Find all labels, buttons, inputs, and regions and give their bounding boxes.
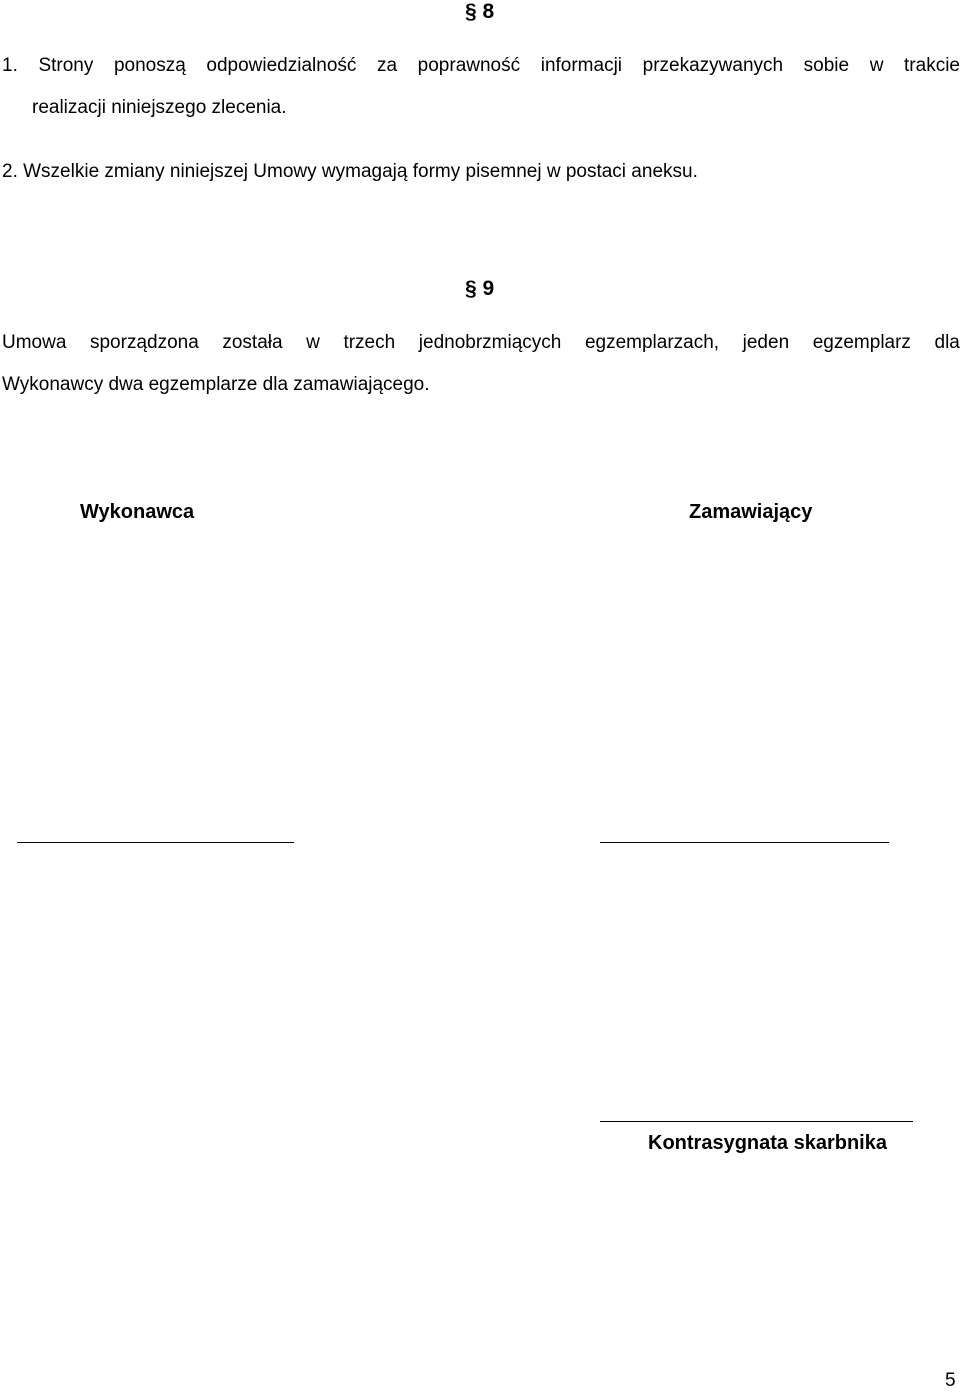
- word: została: [222, 332, 283, 353]
- countersignature-label: Kontrasygnata skarbnika: [648, 1132, 887, 1154]
- section-9-paragraph-line-2: Wykonawcy dwa egzemplarze dla zamawiającego.: [2, 374, 430, 395]
- countersignature-line: [600, 1121, 913, 1122]
- word: sporządzona: [89, 332, 199, 353]
- contractor-label: Wykonawca: [80, 501, 195, 523]
- word: trakcie: [904, 55, 960, 76]
- word: informacji: [540, 55, 623, 76]
- section-9-heading: § 9: [465, 277, 495, 300]
- client-signature-line: [600, 842, 889, 843]
- section-8-heading: § 8: [465, 0, 495, 23]
- word: za: [377, 55, 398, 76]
- word: egzemplarz: [812, 332, 911, 353]
- client-label: Zamawiający: [689, 501, 813, 523]
- section-8-paragraph-1-line-2: realizacji niniejszego zlecenia.: [32, 97, 287, 118]
- word: ponoszą: [113, 55, 186, 76]
- contractor-signature-line: [17, 842, 294, 843]
- word: Umowa: [2, 332, 67, 353]
- word: sobie: [803, 55, 850, 76]
- section-9-paragraph-line-1: [2, 332, 960, 354]
- word: Strony: [38, 55, 94, 76]
- word: w: [869, 55, 884, 76]
- word: trzech: [343, 332, 396, 353]
- word: dla: [934, 332, 960, 353]
- word: jednobrzmiących: [418, 332, 562, 353]
- section-8-paragraph-1-line-1: [2, 55, 960, 77]
- page-number: 5: [945, 1370, 956, 1391]
- word: egzemplarzach,: [584, 332, 720, 353]
- word: jeden: [742, 332, 790, 353]
- word: w: [306, 332, 320, 353]
- word: 1.: [2, 55, 18, 76]
- word: poprawność: [417, 55, 521, 76]
- word: przekazywanych: [642, 55, 784, 76]
- section-8-paragraph-2: 2. Wszelkie zmiany niniejszej Umowy wymagają formy pisemnej w postaci aneksu.: [2, 161, 698, 182]
- word: odpowiedzialność: [206, 55, 357, 76]
